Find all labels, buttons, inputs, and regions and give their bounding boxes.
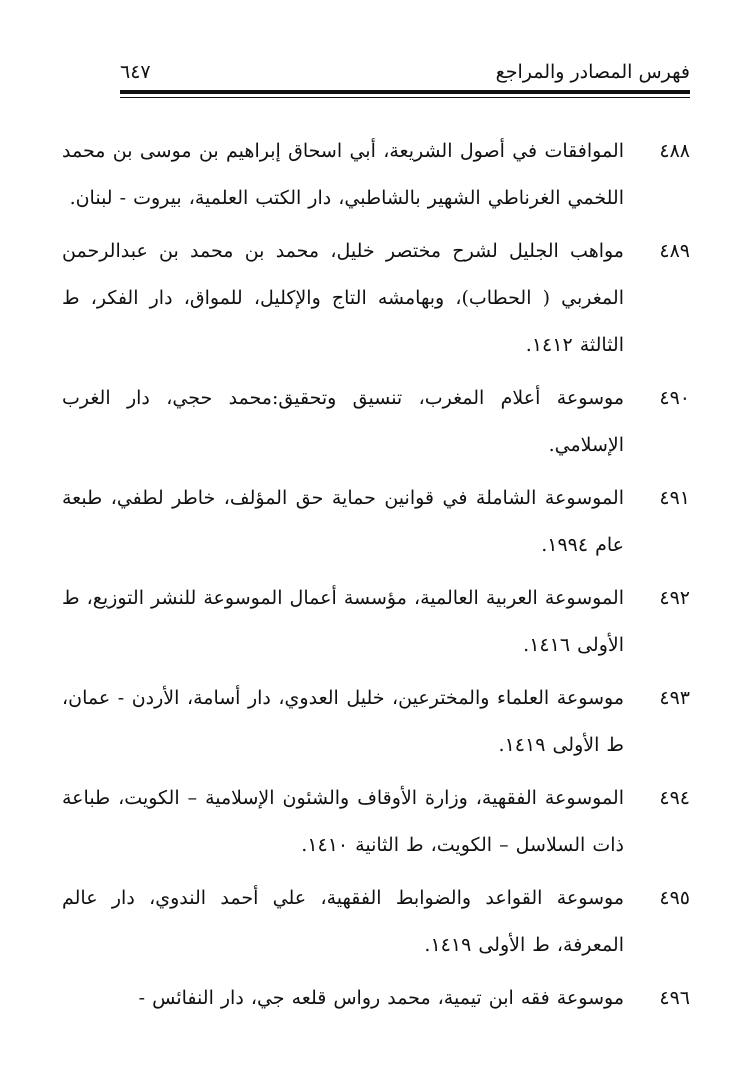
entry-text: الموسوعة الشاملة في قوانين حماية حق المؤلف، خاطر لطفي، طبعة عام ١٩٩٤. <box>62 487 624 556</box>
bibliography-entry <box>62 975 690 1022</box>
entry-text: الموافقات في أصول الشريعة، أبي اسحاق إبراهيم بن موسى بن محمد اللخمي الغرناطي الشهير بالشاطبي، دار الكتب العلمية، بيروت - لبنان. <box>62 140 624 209</box>
bibliography-entry <box>62 675 690 769</box>
entry-text: مواهب الجليل لشرح مختصر خليل، محمد بن محمد بن عبدالرحمن المغربي ( الحطاب)، وبهامشه التاج والإكليل، للمواق، دار الفكر، ط الثالثة ١٤١٢. <box>62 240 624 356</box>
entry-text: الموسوعة العربية العالمية، مؤسسة أعمال الموسوعة للنشر التوزيع، ط الأولى ١٤١٦. <box>62 587 624 656</box>
entry-text: موسوعة القواعد والضوابط الفقهية، علي أحمد الندوي، دار عالم المعرفة، ط الأولى ١٤١٩. <box>62 887 624 956</box>
entry-number: ٤٩٣ <box>659 687 690 709</box>
entry-text: الموسوعة الفقهية، وزارة الأوقاف والشئون الإسلامية – الكويت، طباعة ذات السلاسل – الكويت، ط الثانية ١٤١٠. <box>62 787 624 856</box>
bibliography-entry <box>62 475 690 569</box>
bibliography-entry <box>62 228 690 369</box>
bibliography-entry <box>62 375 690 469</box>
header-rule-thin <box>120 97 690 98</box>
entry-number: ٤٩٠ <box>659 387 690 409</box>
entry-number: ٤٩٤ <box>659 787 690 809</box>
entry-text: موسوعة أعلام المغرب، تنسيق وتحقيق:محمد حجي، دار الغرب الإسلامي. <box>62 387 624 456</box>
entry-number: ٤٩١ <box>659 487 690 509</box>
running-header <box>120 58 690 90</box>
entry-number: ٤٩٢ <box>659 587 690 609</box>
header-title: فهرس المصادر والمراجع <box>495 61 690 83</box>
bibliography-entry <box>62 128 690 222</box>
entry-text: موسوعة العلماء والمخترعين، خليل العدوي، دار أسامة، الأردن - عمان، ط الأولى ١٤١٩. <box>62 687 624 756</box>
entry-text: موسوعة فقه ابن تيمية، محمد رواس قلعه جي، دار النفائس - <box>138 987 624 1009</box>
entry-number: ٤٨٩ <box>659 240 690 262</box>
bibliography-entry <box>62 775 690 869</box>
header-rule-thick <box>120 90 690 94</box>
entry-number: ٤٨٨ <box>659 140 690 162</box>
bibliography-entry <box>62 875 690 969</box>
entry-number: ٤٩٦ <box>659 987 690 1009</box>
bibliography-list <box>62 128 690 1028</box>
page-number: ٦٤٧ <box>120 61 151 83</box>
entry-number: ٤٩٥ <box>659 887 690 909</box>
bibliography-entry <box>62 575 690 669</box>
